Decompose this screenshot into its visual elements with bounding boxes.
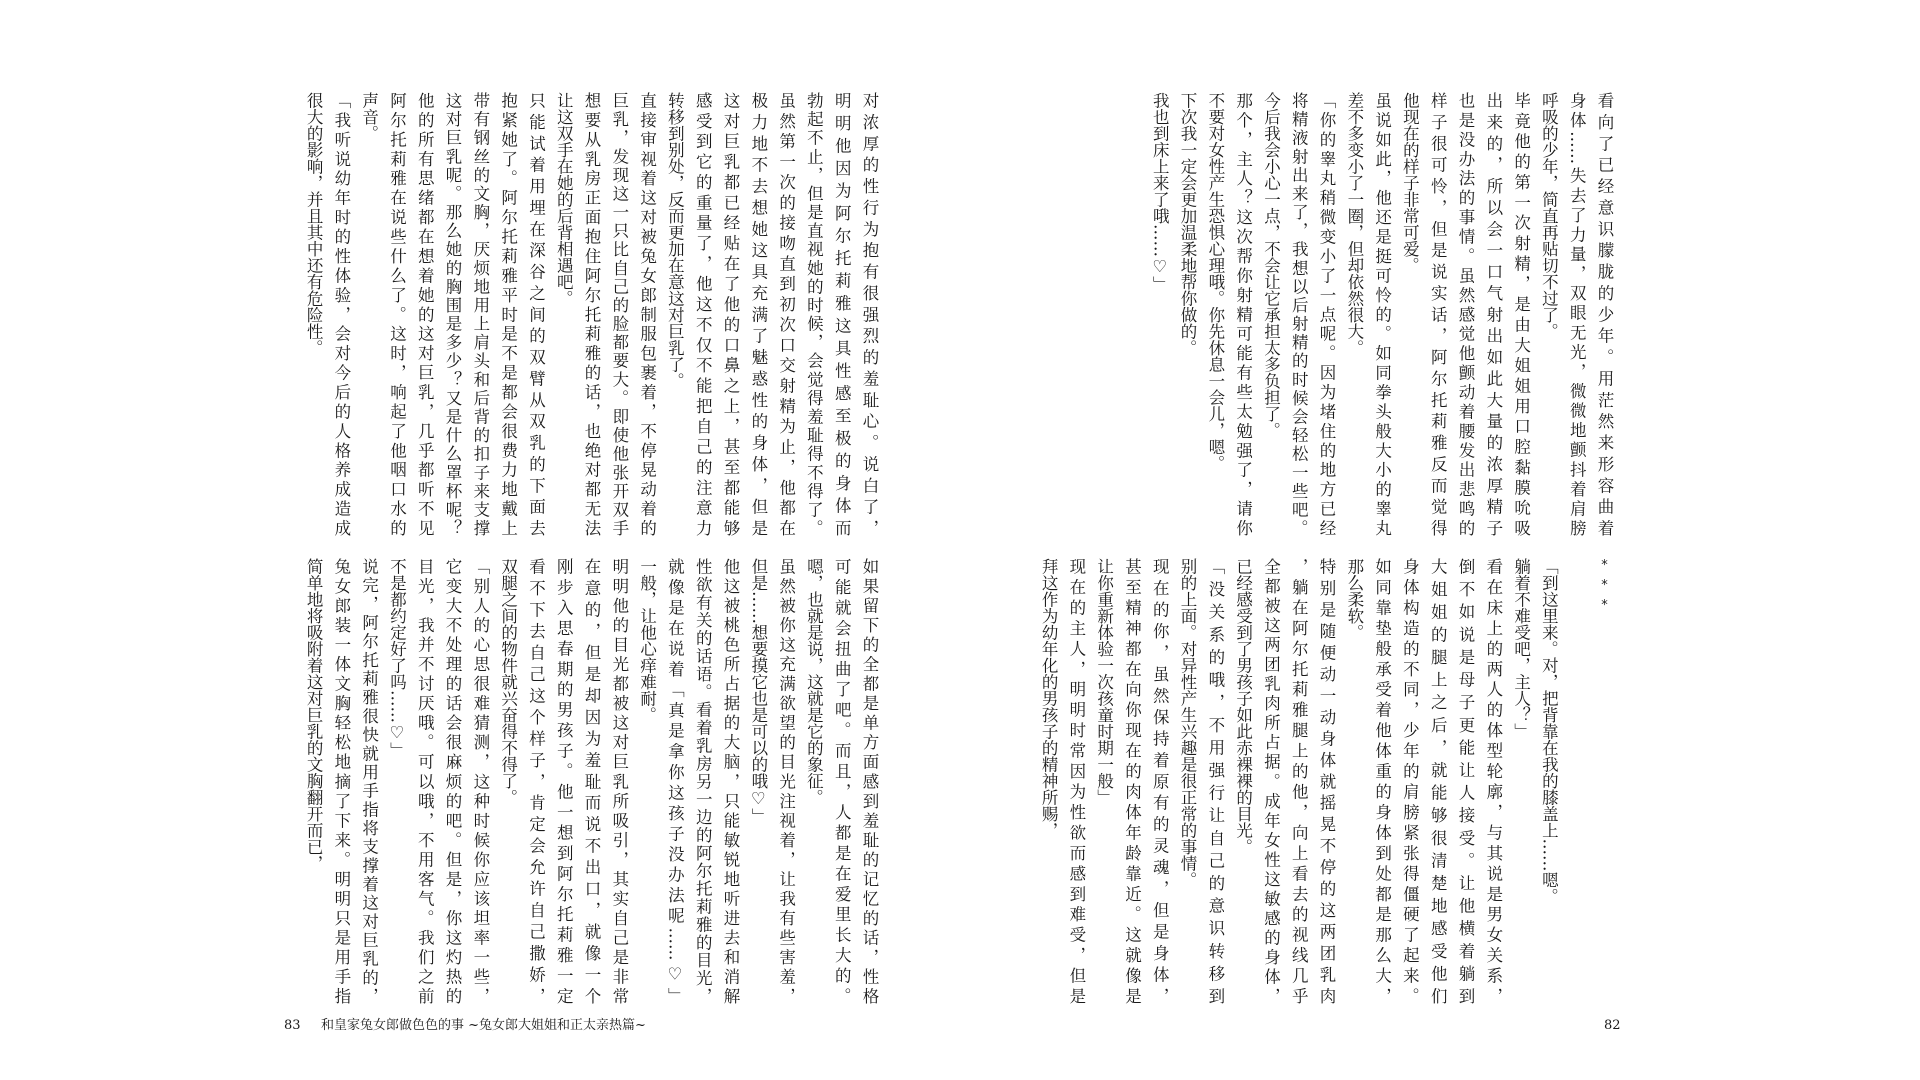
text-column: 就像是在说着「真是拿你这孩子没办法呢……♡」 (665, 558, 685, 1004)
text-column: 可能就会扭曲了吧。而且，人都是在爱里长大的。 (832, 558, 852, 1004)
text-column: 如同靠垫般承受着他体重的身体到处都是那么大， (1372, 558, 1392, 1004)
text-column: 明明他因为阿尔托莉雅这具性感至极的身体而 (832, 92, 852, 536)
text-column: ，躺在阿尔托莉雅腿上的他，向上看去的视线几乎 (1289, 558, 1309, 1004)
text-column: 但是……想要摸它也是可以的哦♡」 (748, 558, 768, 825)
text-column: 看在床上的两人的体型轮廓，与其说是男女关系， (1483, 558, 1503, 1004)
text-column: 那么柔软。 (1344, 558, 1364, 641)
text-column: 现在的主人，明明时常因为性欲而感到难受，但是 (1066, 558, 1086, 1004)
text-column: 性欲有关的话语。看着乳房另一边的阿尔托莉雅的目光， (693, 558, 713, 1004)
text-column: 带有钢丝的文胸，厌烦地用上肩头和后背的扣子来支撑 (470, 92, 490, 536)
left-page-upper-text-block (299, 92, 883, 536)
text-column: 大姐姐的腿上之后，就能够很清楚地感受他们 (1428, 558, 1448, 1004)
text-column: 他这被桃色所占据的大脑，只能敏锐地听进去和消解 (721, 558, 741, 1004)
right-page-upper-text-block (1145, 92, 1618, 536)
text-column: 极力地不去想她这具充满了魅惑性的身体，但是 (748, 92, 768, 536)
text-column: 全都被这两团乳肉所占据。成年女性这敏感的身体， (1261, 558, 1281, 1004)
text-column: 如果留下的全都是单方面感到羞耻的记忆的话，性格 (860, 558, 879, 1004)
text-column: 虽然被你这充满欲望的目光注视着，让我有些害羞， (776, 558, 796, 1004)
text-column: 勃起不止，但是直视她的时候，会觉得羞耻得不得了。 (804, 92, 824, 536)
text-column: 只能试着用埋在深谷之间的双臂从双乳的下面去 (526, 92, 546, 536)
text-column: 感受到它的重量了，他这不仅不能把自己的注意力 (693, 92, 713, 536)
text-column: 想要从乳房正面抱住阿尔托莉雅的话，也绝对都无法 (582, 92, 602, 536)
page-number: 83 (284, 1018, 301, 1033)
text-column: 巨乳，发现这一只比自己的脸都要大。即使他张开双手 (609, 92, 629, 536)
text-column: 明明他的目光都被这对巨乳所吸引，其实自己是非常 (609, 558, 629, 1004)
text-column: 「别人的心思很难猜测，这种时候你应该坦率一些， (470, 558, 490, 1004)
scene-break-asterisks: *** (1597, 558, 1612, 618)
text-column: 将精液射出来了，我想以后射精的时候会轻松一些吧。 (1289, 92, 1309, 536)
text-column: 目光，我并不讨厌哦。可以哦，不用客气。我们之前 (415, 558, 435, 1004)
text-column: 对浓厚的性行为抱有很强烈的羞耻心。说白了， (860, 92, 879, 536)
text-column: 毕竟他的第一次射精，是由大姐姐用口腔黏膜吮吸 (1511, 92, 1531, 536)
text-column: 「到这里来。对，把背靠在我的膝盖上……嗯。 (1539, 558, 1559, 905)
text-column: 他现在的样子非常可爱。 (1400, 92, 1420, 274)
text-column: 看向了已经意识朦胧的少年。用茫然来形容曲着 (1595, 92, 1614, 536)
text-column: 嗯，也就是说，这就是它的象征。 (804, 558, 824, 806)
text-column: 「没关系的哦，不用强行让自己的意识转移到 (1205, 558, 1225, 1004)
text-column: 直接审视着这对被兔女郎制服包裹着，不停晃动着的 (637, 92, 657, 536)
text-column: 这对巨乳都已经贴在了他的口鼻之上，甚至都能够 (721, 92, 741, 536)
text-column: 看不下去自己这个样子，肯定会允许自己撒娇， (526, 558, 546, 1004)
text-column: 呼吸的少年，简直再贴切不过了。 (1539, 92, 1559, 340)
text-column: 身体构造的不同，少年的肩膀紧张得僵硬了起来。 (1400, 558, 1420, 1004)
text-column: 不是都约定好了吗……♡」 (387, 558, 407, 759)
text-column: 那个，主人？这次帮你射精可能有些太勉强了，请你 (1233, 92, 1253, 536)
text-column: 出来的，所以会一口气射出如此大量的浓厚精子 (1483, 92, 1503, 536)
text-column: 别的上面。对异性产生兴趣是很正常的事情。 (1178, 558, 1198, 888)
running-title: 和皇家兔女郎做色色的事 ~兔女郎大姐姐和正太亲热篇~ (321, 1018, 646, 1033)
text-column: 阿尔托莉雅在说些什么了。这时，响起了他咽口水的 (387, 92, 407, 536)
text-column: 我也到床上来了哦……♡」 (1150, 92, 1170, 293)
page-number: 82 (1604, 1018, 1621, 1033)
text-column: 躺着不难受吧，主人？」 (1511, 558, 1531, 740)
text-column: 它变大不处理的话会很麻烦的吧。但是，你这灼热的 (443, 558, 463, 1004)
text-column: 刚步入思春期的男孩子。他一想到阿尔托莉雅一定 (554, 558, 574, 1004)
text-column: 一般，让他心痒难耐。 (637, 558, 657, 723)
text-column: 倒不如说是母子更能让人接受。让他横着躺到 (1456, 558, 1476, 1004)
text-column: 在意的，但是却因为羞耻而说不出口，就像一个 (582, 558, 602, 1004)
left-page-lower-text-block (299, 558, 883, 1004)
text-column: 这对巨乳呢。那么她的胸围是多少？又是什么罩杯呢？ (443, 92, 463, 536)
text-column: 不要对女性产生恐惧心理哦。你先休息一会儿，嗯。 (1205, 92, 1225, 472)
text-column: 「我听说幼年时的性体验，会对今后的人格养成造成 (331, 92, 351, 536)
blank-column (1562, 558, 1590, 1004)
right-page-lower-text-block (1034, 558, 1618, 1004)
text-column: 让你重新体验一次孩童时期一般」 (1094, 558, 1114, 806)
text-column: 拜这作为幼年化的男孩子的精神所赐， (1039, 558, 1059, 839)
text-column: 今后我会小心一点，不会让它承担太多负担了。 (1261, 92, 1281, 439)
text-column: 已经感受到了男孩子如此赤裸裸的目光。 (1233, 558, 1253, 855)
text-column: 「你的睾丸稍微变小了一点呢。因为堵住的地方已经 (1317, 92, 1337, 536)
text-column: 虽然第一次的接吻直到初次口交射精为止，他都在 (776, 92, 796, 536)
text-column: 他的所有思绪都在想着她的这对巨乳，几乎都听不见 (415, 92, 435, 536)
text-column: 很大的影响，并且其中还有危险性。 (304, 92, 324, 356)
text-column: 虽说如此，他还是挺可怜的。如同拳头般大小的睾丸 (1372, 92, 1392, 536)
text-column: 兔女郎装一体文胸轻松地摘了下来。明明只是用手指 (331, 558, 351, 1004)
text-column: 转移到别处，反而更加在意这对巨乳了。 (665, 92, 685, 389)
text-column: 声音。 (359, 92, 379, 142)
text-column: 样子很可怜，但是说实话，阿尔托莉雅反而觉得 (1428, 92, 1448, 536)
text-column: 下次我一定会更加温柔地帮你做的。 (1178, 92, 1198, 356)
text-column: 简单地将吸附着这对巨乳的文胸翻开而已， (304, 558, 324, 872)
text-column: 差不多变小了一圈，但却依然很大。 (1344, 92, 1364, 356)
text-column: 甚至精神都在向你现在的肉体年龄靠近。这就像是 (1122, 558, 1142, 1004)
text-column: 特别是随便动一动身体就摇晃不停的这两团乳肉 (1317, 558, 1337, 1004)
text-column: 抱紧她了。阿尔托莉雅平时是不是都会很费力地戴上 (498, 92, 518, 536)
text-column: 让这双手在她的后背相遇吧。 (554, 92, 574, 307)
text-column: 身体……失去了力量，双眼无光，微微地颤抖着肩膀 (1567, 92, 1587, 536)
text-column: 双腿之间的物件就兴奋得不得了。 (498, 558, 518, 806)
text-column: 现在的你，虽然保持着原有的灵魂，但是身体， (1150, 558, 1170, 1004)
text-column: 也是没办法的事情。虽然感觉他颤动着腰发出悲鸣的 (1456, 92, 1476, 536)
text-column: 说完，阿尔托莉雅很快就用手指将支撑着这对巨乳的， (359, 558, 379, 1004)
